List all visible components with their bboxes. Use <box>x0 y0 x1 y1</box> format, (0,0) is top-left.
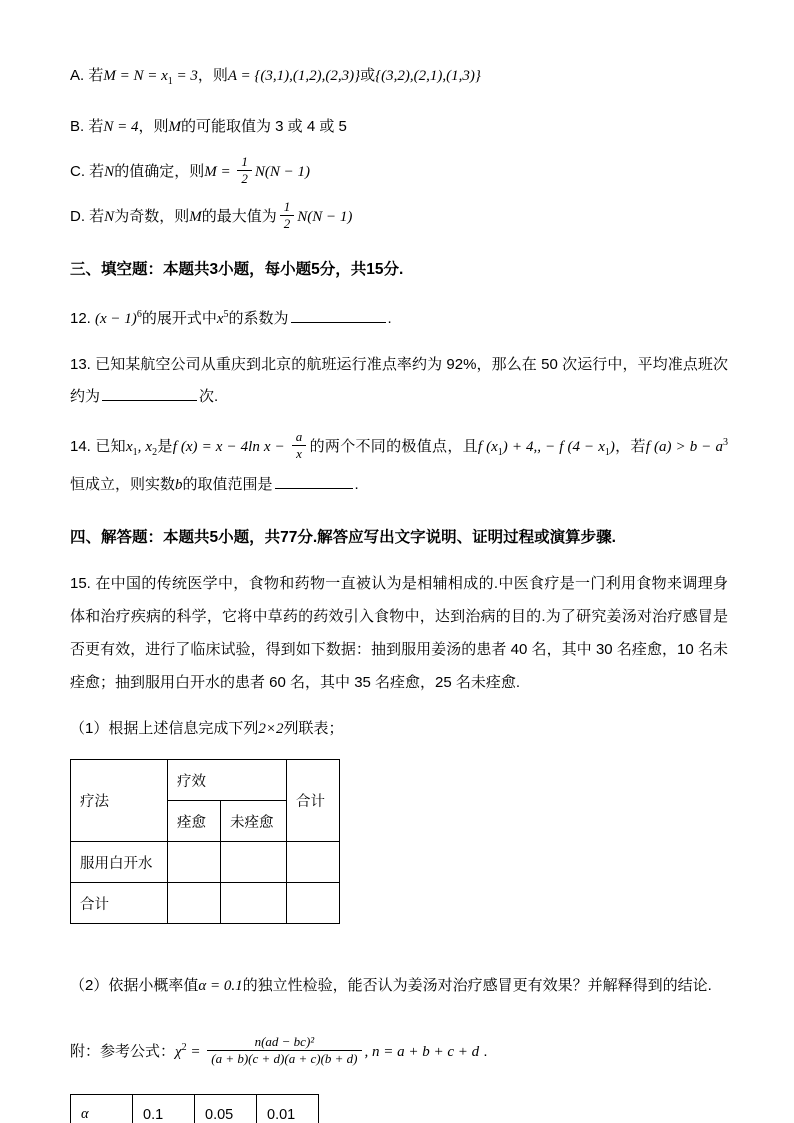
superscript: 2 <box>181 1042 187 1054</box>
math-fragment: , x <box>137 439 153 456</box>
table-cell-empty <box>221 883 287 924</box>
math-fragment: α = 0.1 <box>198 978 243 995</box>
table-cell-total-label: 合计 <box>71 883 168 924</box>
text-fragment: 次. <box>199 388 219 406</box>
alpha-table-row <box>71 1095 319 1123</box>
text-fragment: ，若 <box>614 438 646 456</box>
text-fragment: 的取值范围是 <box>182 476 273 494</box>
text-fragment: 为奇数，则 <box>114 208 190 226</box>
alpha-value-cell: 0.1 <box>133 1095 195 1123</box>
math-fragment: ) <box>609 439 615 456</box>
text-fragment: 的值确定，则 <box>114 163 205 181</box>
table-cell-notcured-header: 未痊愈 <box>221 801 287 842</box>
math-fragment: , n = a + b + c + d <box>364 1044 480 1061</box>
text-fragment: （1）根据上述信息完成下列 <box>70 720 259 738</box>
text-fragment: 是 <box>157 438 173 456</box>
section-heading-fill-in: 三、填空题：本题共3小题，每小题5分，共15分. <box>70 261 404 279</box>
text-fragment: 的最大值为 <box>201 208 277 226</box>
fill-in-blank <box>102 386 197 401</box>
math-fragment: χ <box>175 1044 182 1061</box>
text-fragment: 的系数为 <box>228 310 289 328</box>
contingency-table <box>70 759 340 924</box>
question-15-body: 15. 在中国的传统医学中，食物和药物一直被认为是相辅相成的.中医食疗是一门利用食物来调理身体和治疗疾病的科学，它将中草药的药效引入食物中，达到治病的目的.为了研究姜汤对治疗感冒是否更有效，进行了临床试验，得到如下数据：抽到服用姜汤的患者 40 名，其中 30 名痊愈，10 名未痊愈；抽到服用白开水的患者 60 名，其中 35 名痊愈，25 名未痊愈. <box>70 575 728 692</box>
text-fragment: ，则 <box>138 118 169 135</box>
subscript: 1 <box>604 447 610 459</box>
text-fragment: 列联表； <box>283 720 344 738</box>
math-fragment: M = N = x <box>103 68 168 84</box>
choice-option-a <box>70 60 728 98</box>
text-fragment: . <box>354 476 359 494</box>
fill-in-blank <box>275 474 353 489</box>
math-fragment: (x − 1) <box>95 311 137 328</box>
math-fragment: A = {(3,1),(1,2),(2,3)} <box>227 68 361 84</box>
fraction-numerator: 1 <box>241 154 248 169</box>
table-cell-empty <box>287 883 340 924</box>
question-15-part2 <box>70 970 728 1002</box>
math-fragment: b <box>175 477 183 494</box>
math-fragment: N <box>104 164 115 181</box>
subscript: 1 <box>497 447 503 459</box>
text-fragment: （2）依据小概率值 <box>70 977 199 995</box>
text-fragment: 14. 已知 <box>70 438 126 456</box>
table-cell-water-label: 服用白开水 <box>71 842 168 883</box>
math-fragment: M = <box>204 164 235 181</box>
fraction-numerator: n(ad − bc)² <box>254 1034 315 1050</box>
math-fragment: N(N − 1) <box>297 209 353 226</box>
section-heading-answer: 四、解答题：本题共5小题，共77分.解答应写出文字说明、证明过程或演算步骤. <box>70 529 616 547</box>
choice-option-b <box>70 111 728 143</box>
text-fragment: 的两个不同的极值点，且 <box>309 438 478 456</box>
math-fragment: N <box>104 209 115 226</box>
fraction <box>207 1034 361 1066</box>
superscript: 6 <box>136 309 142 321</box>
question-13 <box>70 349 728 413</box>
math-fragment: 2×2 <box>258 721 284 738</box>
fraction-denominator: (a + b)(c + d)(a + c)(b + d) <box>207 1050 361 1067</box>
alpha-table <box>70 1094 319 1123</box>
table-cell-cured-header: 痊愈 <box>168 801 221 842</box>
fraction <box>292 429 307 461</box>
superscript: 5 <box>223 309 229 321</box>
table-row-total <box>71 883 340 924</box>
fraction <box>237 154 252 186</box>
subscript: 1 <box>132 447 138 459</box>
table-header-row-1 <box>71 760 340 801</box>
contingency-table-body <box>71 760 340 924</box>
text-fragment: 的可能取值为 3 或 4 或 5 <box>181 118 347 135</box>
math-fragment: M <box>189 209 202 226</box>
text-fragment: 附：参考公式： <box>70 1043 176 1061</box>
math-fragment: {(3,2),(2,1),(1,3)} <box>375 68 481 84</box>
fill-in-blank <box>291 308 386 323</box>
question-14 <box>70 427 728 501</box>
math-fragment: f (x <box>477 439 498 456</box>
table-cell-empty <box>287 842 340 883</box>
superscript: 3 <box>722 437 728 449</box>
math-fragment: f (x) = x − 4ln x − <box>172 439 289 456</box>
text-fragment: C. 若 <box>70 163 105 181</box>
text-fragment: B. 若 <box>70 118 104 135</box>
table-cell-effect-header: 疗效 <box>168 760 287 801</box>
alpha-table-body <box>71 1095 319 1123</box>
math-fragment: x <box>125 439 133 456</box>
fraction-denominator: x <box>292 445 307 462</box>
chi-square-formula <box>70 1022 728 1078</box>
question-12 <box>70 299 728 335</box>
math-fragment: = 3 <box>172 68 198 84</box>
alpha-symbol-cell: α <box>71 1095 133 1123</box>
subscript: 1 <box>167 76 173 87</box>
choice-option-d <box>70 201 728 233</box>
math-fragment: N = 4 <box>103 119 139 135</box>
text-fragment: 12. <box>70 310 96 328</box>
text-fragment: 的展开式中 <box>141 310 217 328</box>
text-fragment: . <box>479 1043 488 1061</box>
alpha-value-cell: 0.05 <box>195 1095 257 1123</box>
text-fragment: D. 若 <box>70 208 105 226</box>
table-cell-empty <box>168 842 221 883</box>
math-fragment: x <box>216 311 224 328</box>
table-cell-therapy-header: 疗法 <box>71 760 168 842</box>
alpha-value-cell: 0.01 <box>257 1095 319 1123</box>
text-fragment: A. 若 <box>70 67 104 84</box>
text-fragment: . <box>387 310 392 328</box>
text-fragment: 13. 已知某航空公司从重庆到北京的航班运行准点率约为 92%，那么在 50 次运行中，平均准点班次约为 <box>70 356 728 406</box>
fraction-denominator: 2 <box>280 215 295 232</box>
text-fragment: 的独立性检验，能否认为姜汤对治疗感冒更有效果？并解释得到的结论. <box>242 977 712 995</box>
question-15-part1 <box>70 713 728 745</box>
table-cell-total-column-header: 合计 <box>287 760 340 842</box>
math-fragment: M <box>168 119 181 135</box>
math-fragment: ) + 4,, − f (4 − x <box>502 439 605 456</box>
fraction-numerator: 1 <box>283 199 291 215</box>
fraction-denominator: 2 <box>237 170 252 187</box>
text-fragment: ，则 <box>197 67 228 84</box>
choice-option-c <box>70 156 728 188</box>
math-fragment: f (a) > b − a <box>645 439 723 456</box>
text-fragment: 恒成立，则实数 <box>70 476 176 494</box>
table-row-water <box>71 842 340 883</box>
fraction <box>280 199 295 231</box>
table-cell-empty <box>168 883 221 924</box>
table-cell-empty <box>221 842 287 883</box>
math-fragment: N(N − 1) <box>254 164 310 181</box>
subscript: 2 <box>152 447 158 459</box>
text-fragment: 或 <box>360 67 376 84</box>
fraction-numerator: a <box>295 429 303 445</box>
math-fragment: = <box>186 1044 205 1061</box>
